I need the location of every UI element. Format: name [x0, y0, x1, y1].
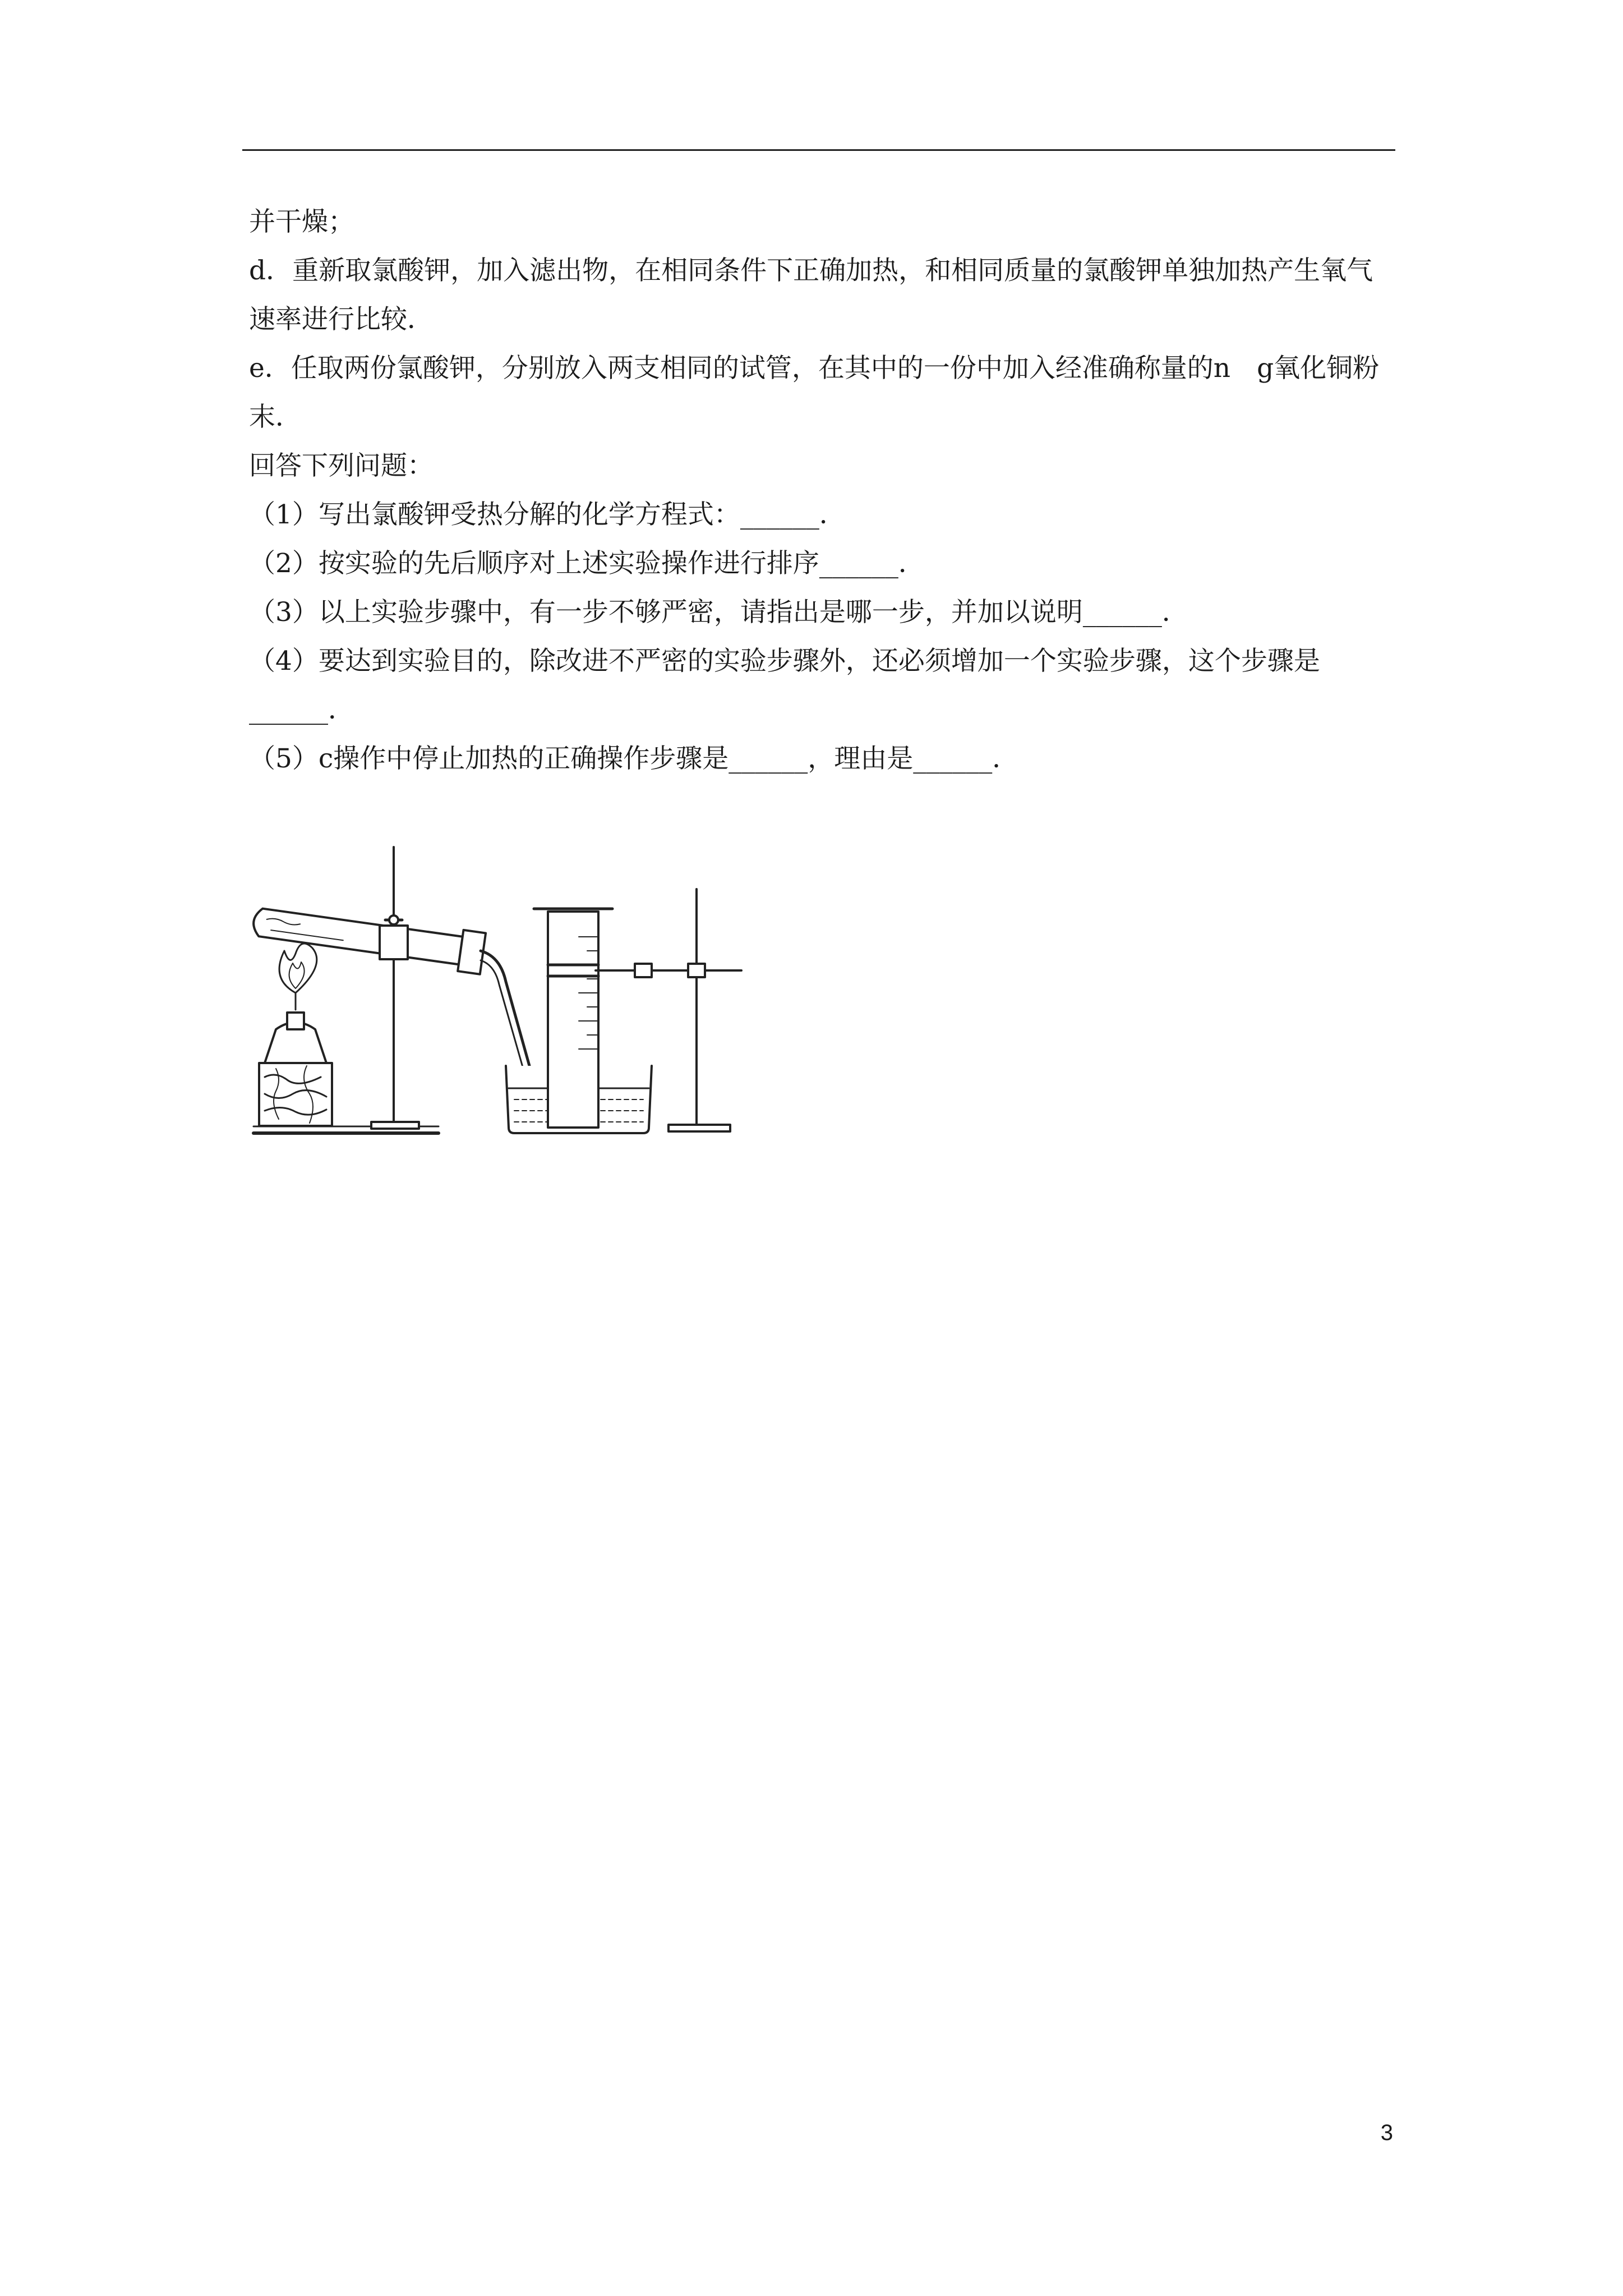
question-5: （5）c操作中停止加热的正确操作步骤是______，理由是______． [249, 743, 1019, 774]
paragraph-step-d: d．重新取氯酸钾，加入滤出物，在相同条件下正确加热，和相同质量的氯酸钾单独加热产生氧气速率进行比较． [249, 255, 1373, 335]
wooden-block [259, 1063, 332, 1126]
header-rule [242, 149, 1395, 151]
page-number: 3 [1380, 2120, 1393, 2145]
lab-apparatus-figure [242, 841, 758, 1144]
question-4: （4）要达到实验目的，除改进不严密的实验步骤外，还必须增加一个实验步骤，这个步骤是______． [249, 646, 1320, 725]
paragraph-step-e: e．任取两份氯酸钾，分别放入两支相同的试管，在其中的一份中加入经准确称量的n g氧化铜粉末． [249, 353, 1380, 432]
paragraph-answer-prompt: 回答下列问题： [249, 450, 434, 481]
left-iron-stand [371, 847, 419, 1129]
paragraph-dry: 并干燥； [249, 206, 354, 237]
alcohol-lamp [265, 993, 326, 1063]
question-text [249, 197, 1395, 783]
question-2: （2）按实验的先后顺序对上述实验操作进行排序______． [249, 548, 925, 579]
question-1: （1）写出氯酸钾受热分解的化学方程式：______． [249, 499, 846, 530]
flame [279, 944, 317, 993]
tube-clamp [380, 915, 408, 959]
question-3: （3）以上实验步骤中，有一步不够严密，请指出是哪一步，并加以说明______． [249, 597, 1188, 628]
